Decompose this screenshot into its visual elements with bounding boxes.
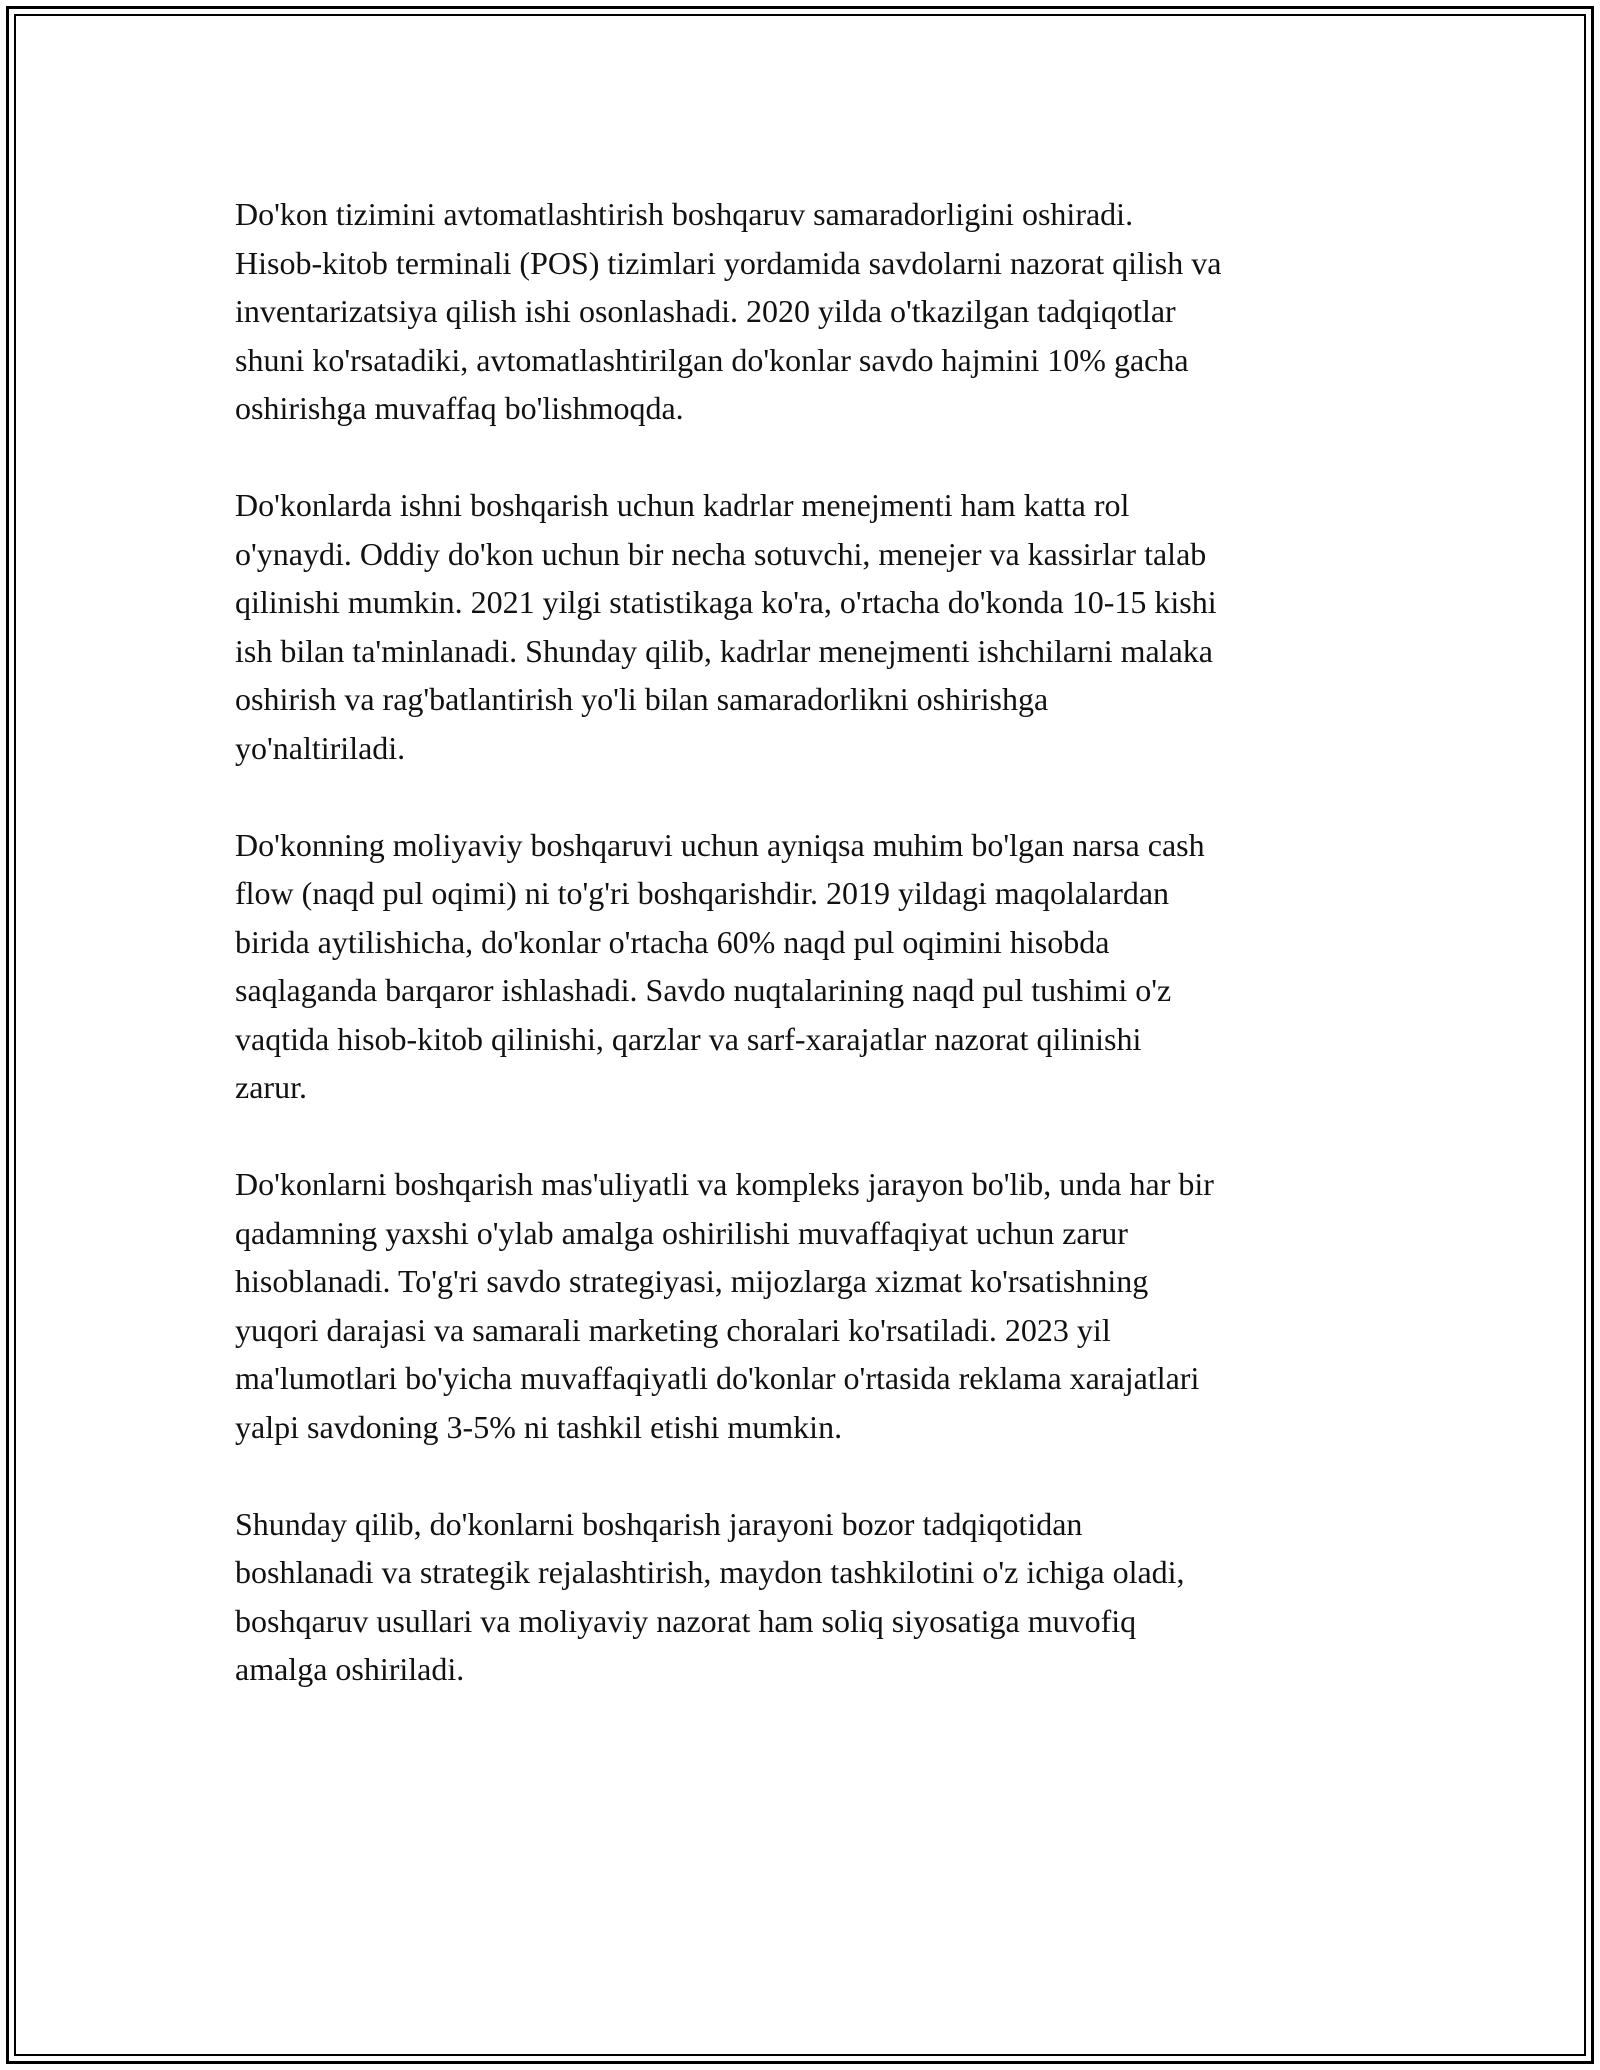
paragraph-staff-management: Do'konlarda ishni boshqarish uchun kadrlar menejmenti ham katta rol o'ynaydi. Oddiy do'kon uchun bir necha sotuvchi, menejer va kassirlar talab qilinishi mumkin. 2021 yilgi statistikaga ko'ra, o'rtacha do'konda 10-15 kishi ish bilan ta'minlanadi. Shunday qilib, kadrlar menejmenti ishchilarni malaka oshirish va rag'batlantirish yo'li bilan samaradorlikni oshirishga yo'naltiriladi. <box>235 487 1217 766</box>
paragraph-strategy: Do'konlarni boshqarish mas'uliyatli va kompleks jarayon bo'lib, unda har bir qadamning yaxshi o'ylab amalga oshirilishi muvaffaqiyat uchun zarur hisoblanadi. To'g'ri savdo strategiyasi, mijozlarga xizmat ko'rsatishning yuqori darajasi va samarali marketing choralari ko'rsatiladi. 2023 yil ma'lumotlari bo'yicha muvaffaqiyatli do'konlar o'rtasida reklama xarajatlari yalpi savdoning 3-5% ni tashkil etishi mumkin. <box>235 1166 1214 1445</box>
paragraph-automation: Do'kon tizimini avtomatlashtirish boshqaruv samaradorligini oshiradi. Hisob-kitob terminali (POS) tizimlari yordamida savdolarni nazorat qilish va inventarizatsiya qilish ishi osonlashadi. 2020 yilda o'tkazilgan tadqiqotlar shuni ko'rsatadiki, avtomatlashtirilgan do'konlar savdo hajmini 10% gacha oshirishga muvaffaq bo'lishmoqda. <box>235 196 1222 426</box>
document-body <box>235 190 1375 1742</box>
paragraph-financial-management: Do'konning moliyaviy boshqaruvi uchun ayniqsa muhim bo'lgan narsa cash flow (naqd pul oqimi) ni to'g'ri boshqarishdir. 2019 yildagi maqolalardan birida aytilishicha, do'konlar o'rtacha 60% naqd pul oqimini hisobda saqlaganda barqaror ishlashadi. Savdo nuqtalarining naqd pul tushimi o'z vaqtida hisob-kitob qilinishi, qarzlar va sarf-xarajatlar nazorat qilinishi zarur. <box>235 826 1205 1105</box>
paragraph-conclusion: Shunday qilib, do'konlarni boshqarish jarayoni bozor tadqiqotidan boshlanadi va strategik rejalashtirish, maydon tashkilotini o'z ichiga oladi, boshqaruv usullari va moliyaviy nazorat ham soliq siyosatiga muvofiq amalga oshiriladi. <box>235 1505 1185 1687</box>
